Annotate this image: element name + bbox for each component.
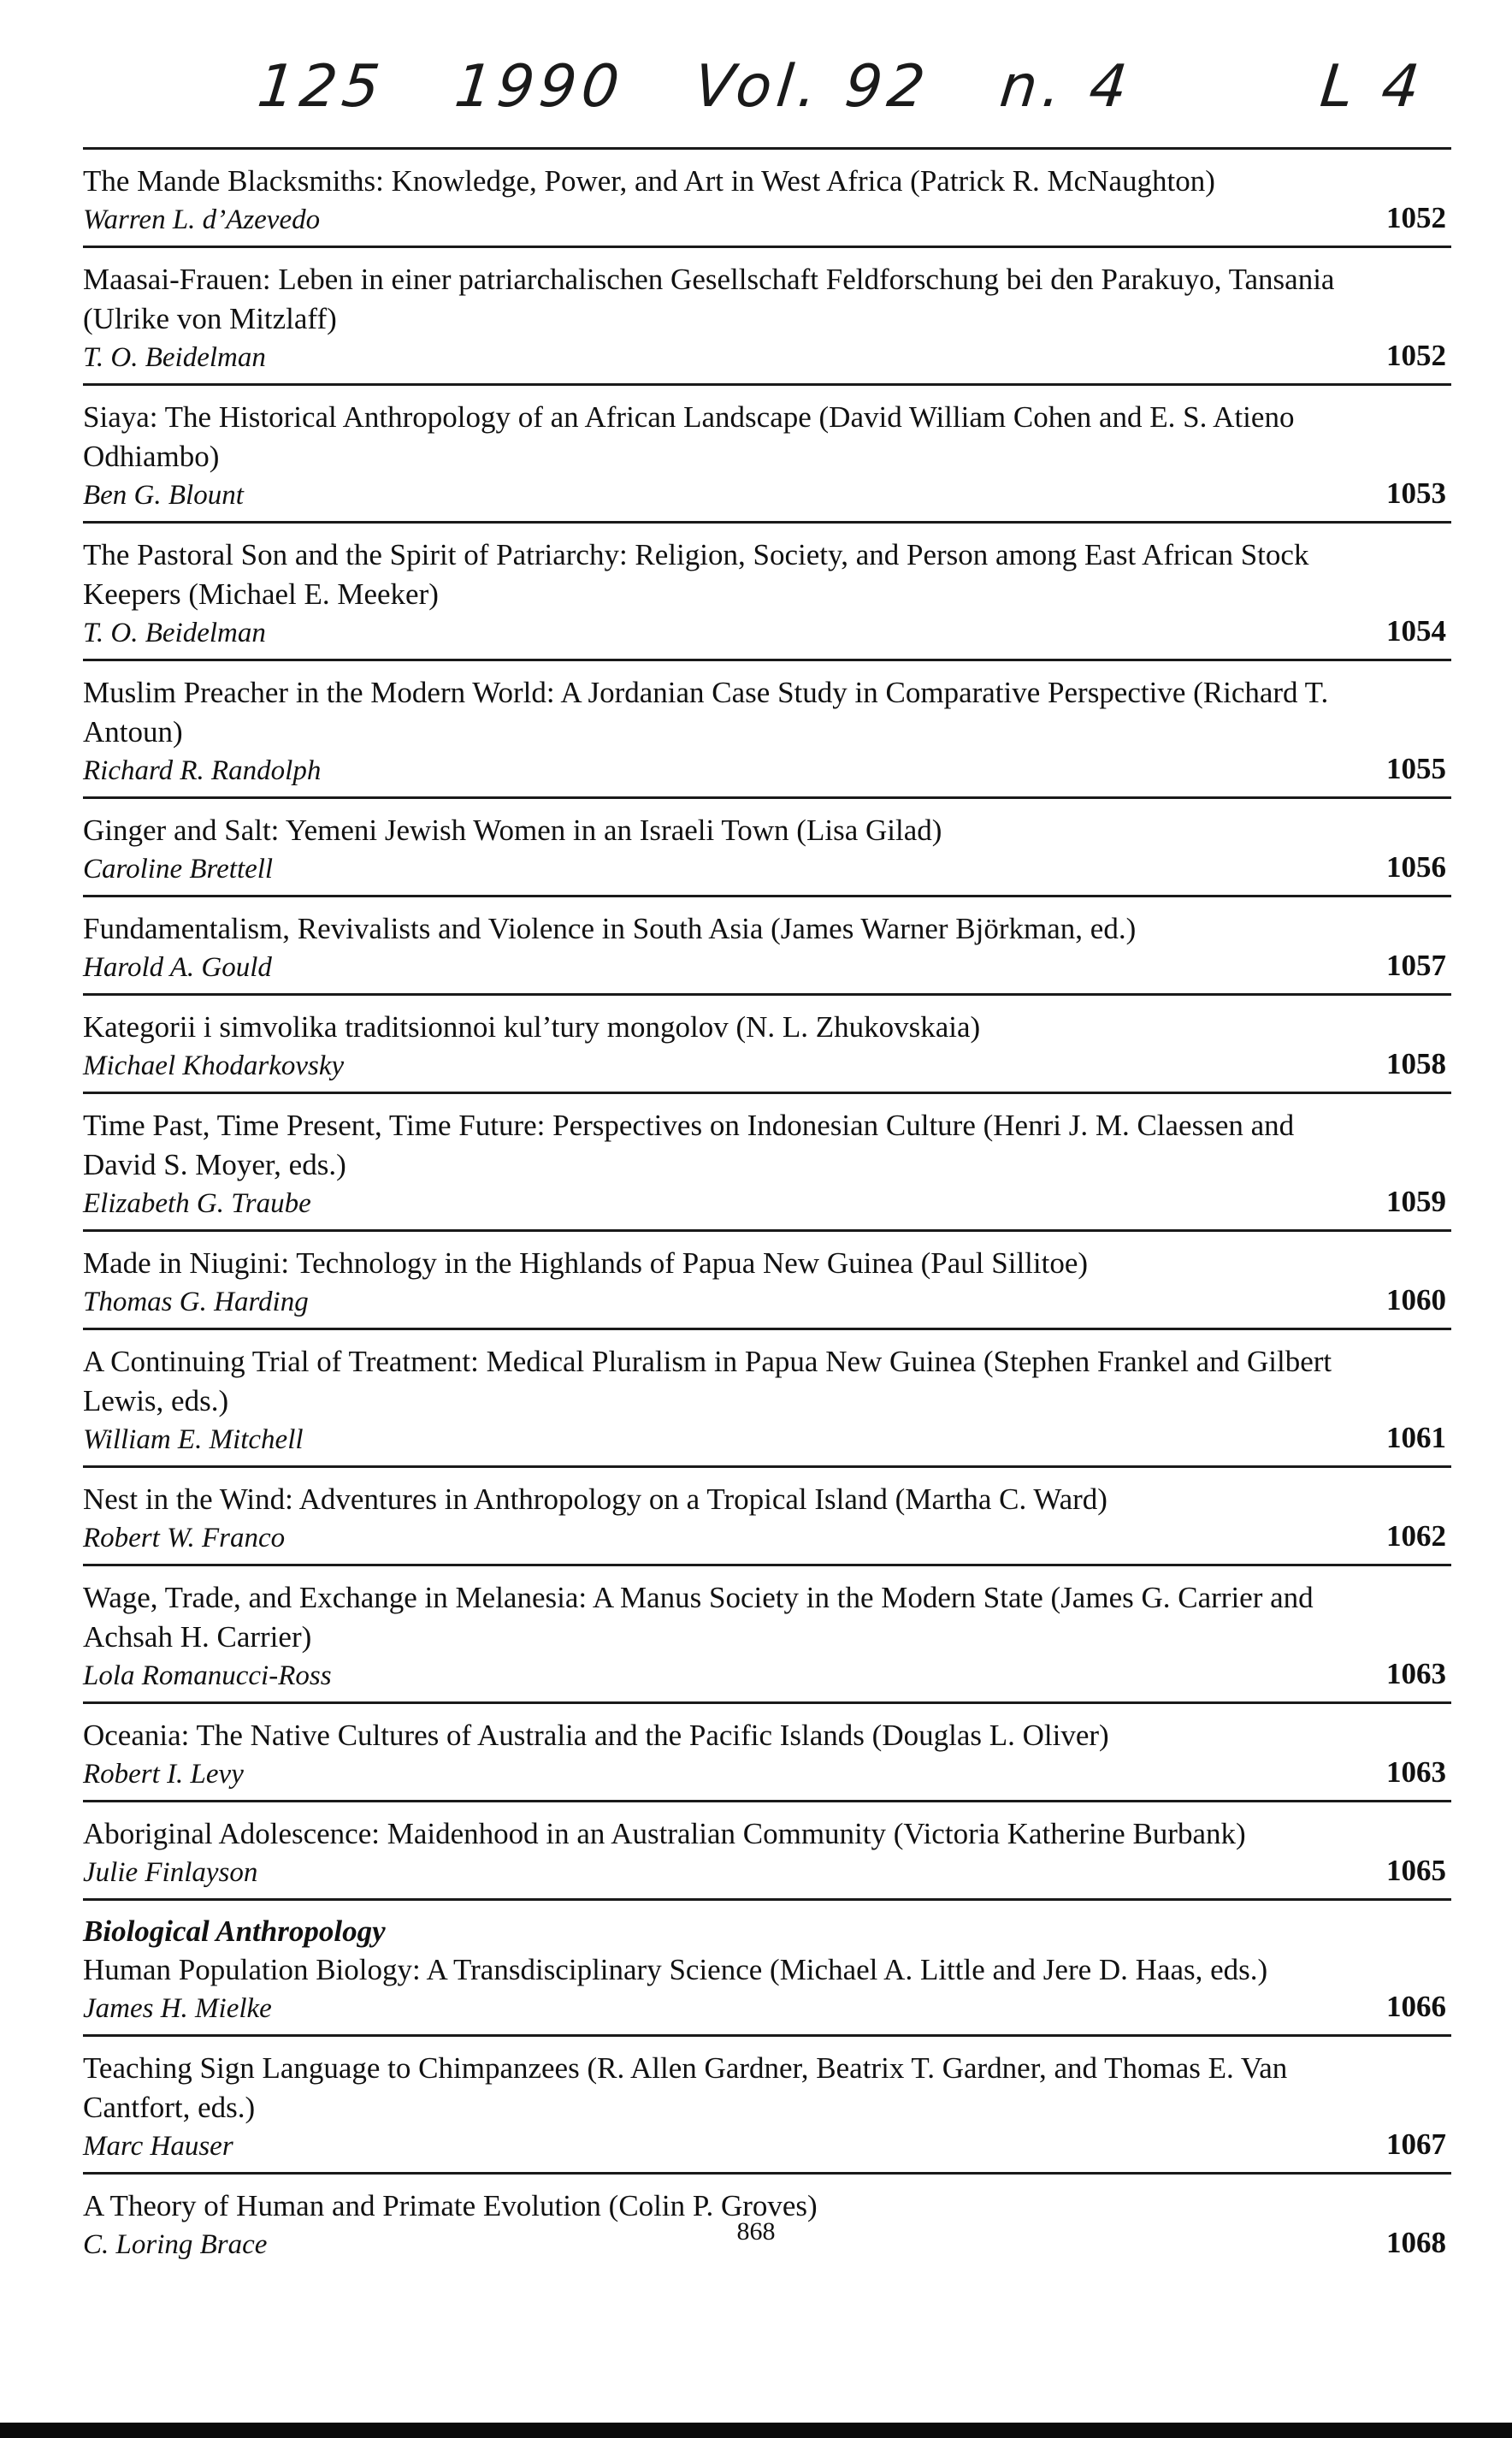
reviewer-name: Harold A. Gould (83, 952, 272, 983)
page-ref: 1052 (1386, 201, 1446, 234)
section-heading: Biological Anthropology (83, 1914, 386, 1948)
book-title: Nest in the Wind: Adventures in Anthropology on a Tropical Island (Martha C. Ward) (83, 1482, 1107, 1516)
book-title: Wage, Trade, and Exchange in Melanesia: A Manus Society in the Modern State (James G. Carrier and Achsah H. Carrier) (83, 1581, 1314, 1654)
book-title: Teaching Sign Language to Chimpanzees (R. Allen Gardner, Beatrix T. Gardner, and Thomas E. Van Cantfort, eds.) (83, 2051, 1288, 2124)
reviewer-name: T. O. Beidelman (83, 618, 266, 648)
reviewer-name: Robert I. Levy (83, 1759, 244, 1790)
page-ref: 1060 (1386, 1283, 1446, 1317)
reviewer-name: T. O. Beidelman (83, 342, 266, 373)
book-title: The Mande Blacksmiths: Knowledge, Power, and Art in West Africa (Patrick R. McNaughton) (83, 164, 1215, 198)
page-ref: 1058 (1386, 1047, 1446, 1080)
reviewer-name: Robert W. Franco (83, 1523, 286, 1553)
book-title: Maasai-Frauen: Leben in einer patriarchalischen Gesellschaft Feldforschung bei den Parakuyo, Tansania (Ulrike von Mitzlaff) (83, 263, 1335, 335)
scan-edge-bar (0, 2423, 1512, 2438)
review-entry (83, 996, 1451, 1094)
book-title: A Continuing Trial of Treatment: Medical Pluralism in Papua New Guinea (Stephen Frankel and Gilbert Lewis, eds.) (83, 1345, 1332, 1417)
reviewer-name: Thomas G. Harding (83, 1287, 309, 1317)
book-title: Made in Niugini: Technology in the Highlands of Papua New Guinea (Paul Sillitoe) (83, 1246, 1089, 1280)
reviewer-name: Warren L. d’Azevedo (83, 204, 321, 235)
page-ref: 1059 (1386, 1185, 1446, 1218)
book-title: Ginger and Salt: Yemeni Jewish Women in an Israeli Town (Lisa Gilad) (83, 814, 942, 847)
reviewer-name: Michael Khodarkovsky (83, 1050, 345, 1081)
review-entry (83, 1468, 1451, 1566)
review-entry (83, 1704, 1451, 1802)
book-title: Aboriginal Adolescence: Maidenhood in an Australian Community (Victoria Katherine Burbank) (83, 1817, 1246, 1850)
page-ref: 1054 (1386, 614, 1446, 648)
review-entry (83, 150, 1451, 248)
review-entry (83, 1232, 1451, 1330)
review-entry (83, 1901, 1451, 2037)
review-entry (83, 799, 1451, 897)
book-title: Time Past, Time Present, Time Future: Perspectives on Indonesian Culture (Henri J. M. Claessen and David S. Moyer, eds.) (83, 1109, 1295, 1181)
page-ref: 1066 (1386, 1990, 1446, 2023)
reviewer-name: William E. Mitchell (83, 1424, 304, 1455)
page-ref: 1061 (1386, 1421, 1446, 1454)
reviewer-name: Julie Finlayson (83, 1857, 258, 1888)
page-ref: 1063 (1386, 1755, 1446, 1789)
book-title: Kategorii i simvolika traditsionnoi kul’tury mongolov (N. L. Zhukovskaia) (83, 1010, 981, 1044)
page-ref: 1052 (1386, 339, 1446, 372)
reviewer-name: James H. Mielke (83, 1993, 272, 2024)
handwritten-annotation: 125 1990 Vol. 92 n. 4 L 4 (254, 53, 1428, 121)
review-entry (83, 386, 1451, 524)
reviewer-name: C. Loring Brace (83, 2229, 268, 2260)
review-entry (83, 1330, 1451, 1468)
book-title: Siaya: The Historical Anthropology of an African Landscape (David William Cohen and E. S. Atieno Odhiambo) (83, 400, 1295, 473)
reviewer-name: Ben G. Blount (83, 480, 244, 511)
page-ref: 1063 (1386, 1657, 1446, 1690)
review-list (83, 147, 1451, 2270)
reviewer-name: Lola Romanucci-Ross (83, 1660, 332, 1691)
reviewer-name: Caroline Brettell (83, 854, 274, 885)
reviewer-name: Marc Hauser (83, 2131, 233, 2162)
review-entry (83, 1094, 1451, 1232)
page-ref: 1067 (1386, 2127, 1446, 2161)
review-entry (83, 1802, 1451, 1901)
review-entry (83, 1566, 1451, 1704)
page-ref: 1068 (1386, 2226, 1446, 2259)
review-entry (83, 524, 1451, 661)
page-number: 868 (736, 2217, 776, 2246)
page-ref: 1065 (1386, 1854, 1446, 1887)
reviewer-name: Richard R. Randolph (83, 755, 322, 786)
review-entry (83, 248, 1451, 386)
review-entry (83, 2037, 1451, 2175)
page-ref: 1057 (1386, 949, 1446, 982)
book-title: Muslim Preacher in the Modern World: A Jordanian Case Study in Comparative Perspective (Richard T. Antoun) (83, 676, 1329, 749)
book-title: Oceania: The Native Cultures of Australia and the Pacific Islands (Douglas L. Oliver) (83, 1719, 1109, 1752)
page-ref: 1056 (1386, 850, 1446, 884)
reviewer-name: Elizabeth G. Traube (83, 1188, 311, 1219)
review-entry (83, 897, 1451, 996)
book-title: Fundamentalism, Revivalists and Violence in South Asia (James Warner Björkman, ed.) (83, 912, 1137, 945)
book-title: Human Population Biology: A Transdisciplinary Science (Michael A. Little and Jere D. Haas, eds.) (83, 1953, 1268, 1986)
page-ref: 1055 (1386, 752, 1446, 785)
book-title: A Theory of Human and Primate Evolution (Colin P. Groves) (83, 2189, 818, 2222)
review-entry (83, 661, 1451, 799)
page-ref: 1053 (1386, 476, 1446, 510)
page-ref: 1062 (1386, 1519, 1446, 1553)
book-title: The Pastoral Son and the Spirit of Patriarchy: Religion, Society, and Person among East African Stock Keepers (Michael E. Meeker) (83, 538, 1309, 611)
